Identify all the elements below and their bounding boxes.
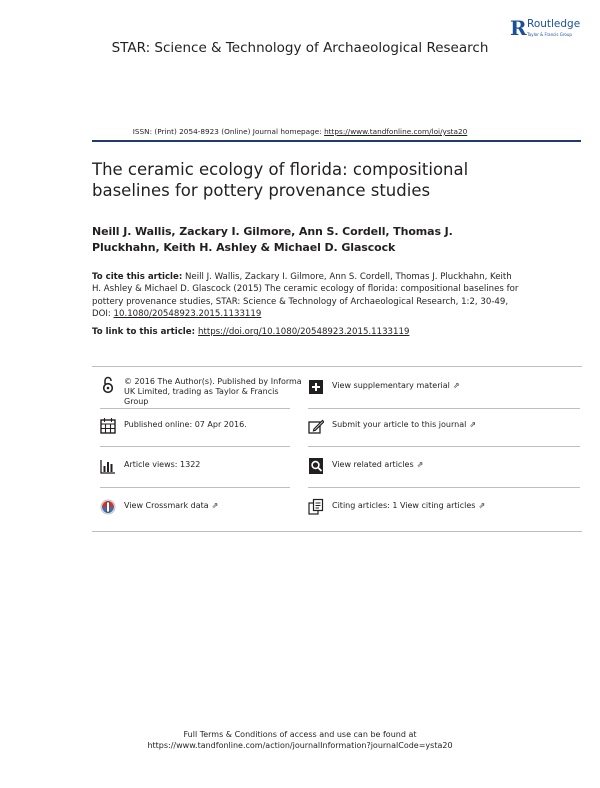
doi-link[interactable]: 10.1080/20548923.2015.1133119	[113, 308, 262, 319]
row-rule	[100, 408, 290, 409]
footer-terms-url[interactable]: https://www.tandfonline.com/action/journalInformation?journalCode=ysta20	[147, 741, 453, 750]
issn-line	[0, 127, 600, 136]
published-date: Published online: 07 Apr 2016.	[124, 420, 247, 429]
bar-chart-icon	[100, 457, 116, 475]
calendar-icon	[100, 417, 116, 435]
row-rule	[100, 487, 290, 488]
row-rule	[308, 408, 580, 409]
row-rule	[100, 446, 290, 447]
journal-title: STAR: Science & Technology of Archaeological Research	[111, 40, 489, 56]
external-link-icon: ⇗	[211, 501, 219, 510]
citation-label: To cite this article:	[92, 272, 183, 282]
citing-documents-icon	[308, 498, 324, 516]
link-label: To link to this article:	[92, 327, 199, 337]
article-views-info	[100, 457, 300, 477]
article-views: Article views: 1322	[124, 460, 201, 469]
article-link-line	[92, 327, 532, 337]
crossmark-link[interactable]	[100, 498, 300, 518]
citation-text: Neill J. Wallis, Zackary I. Gilmore, Ann S. Cordell, Thomas J. Pluckhahn, Keith H. Ashley & Michael D. Glascock (2015) The ceramic ecology of florida: compositional baselines for pottery provenance studies, STAR: Science & Technology of Archaeological Research, 1:2, 30-49, DOI:	[92, 272, 519, 319]
open-access-text: © 2016 The Author(s). Published by Informa UK Limited, trading as Taylor & Francis Group	[124, 377, 302, 406]
open-access-lock-icon	[100, 376, 116, 394]
crossmark-label: View Crossmark data	[124, 501, 209, 510]
issn-text: ISSN: (Print) 2054-8923 (Online) Journal homepage:	[132, 127, 325, 136]
supplementary-material-link[interactable]	[308, 378, 568, 398]
external-link-icon: ⇗	[452, 381, 460, 390]
submit-article-link[interactable]	[308, 417, 568, 437]
footer	[0, 729, 600, 751]
citation-block	[92, 271, 522, 320]
grid-top-rule	[92, 366, 582, 367]
external-link-icon: ⇗	[416, 460, 424, 469]
publisher-name: Routledge	[527, 18, 581, 30]
routledge-logo	[510, 17, 590, 41]
external-link-icon: ⇗	[469, 420, 477, 429]
related-label: View related articles	[332, 460, 414, 469]
submit-pencil-icon	[308, 417, 324, 435]
row-rule	[308, 446, 580, 447]
citing-articles-link[interactable]	[308, 498, 568, 518]
article-authors: Neill J. Wallis, Zackary I. Gilmore, Ann S. Cordell, Thomas J. Pluckhahn, Keith H. Ashley & Michael D. Glascock	[92, 225, 453, 254]
header-rule	[92, 140, 581, 142]
open-access-info	[100, 376, 300, 412]
supplementary-plus-icon	[308, 378, 324, 396]
footer-terms-text: Full Terms & Conditions of access and use can be found at	[183, 730, 417, 739]
journal-homepage-link[interactable]: https://www.tandfonline.com/loi/ysta20	[324, 127, 468, 136]
crossmark-icon	[100, 498, 116, 516]
published-info	[100, 417, 300, 437]
row-rule	[308, 487, 580, 488]
supplementary-label: View supplementary material	[332, 381, 450, 390]
publisher-tagline: Taylor & Francis Group	[527, 32, 572, 37]
article-title: The ceramic ecology of florida: compositional baselines for pottery provenance studies	[92, 160, 469, 200]
related-search-icon	[308, 457, 324, 475]
grid-bottom-rule	[92, 531, 582, 532]
related-articles-link[interactable]	[308, 457, 568, 477]
submit-label: Submit your article to this journal	[332, 420, 467, 429]
external-link-icon: ⇗	[478, 501, 486, 510]
citing-label: Citing articles: 1 View citing articles	[332, 501, 476, 510]
routledge-r-icon: R	[510, 16, 527, 40]
article-doi-url[interactable]: https://doi.org/10.1080/20548923.2015.1133119	[198, 327, 410, 337]
